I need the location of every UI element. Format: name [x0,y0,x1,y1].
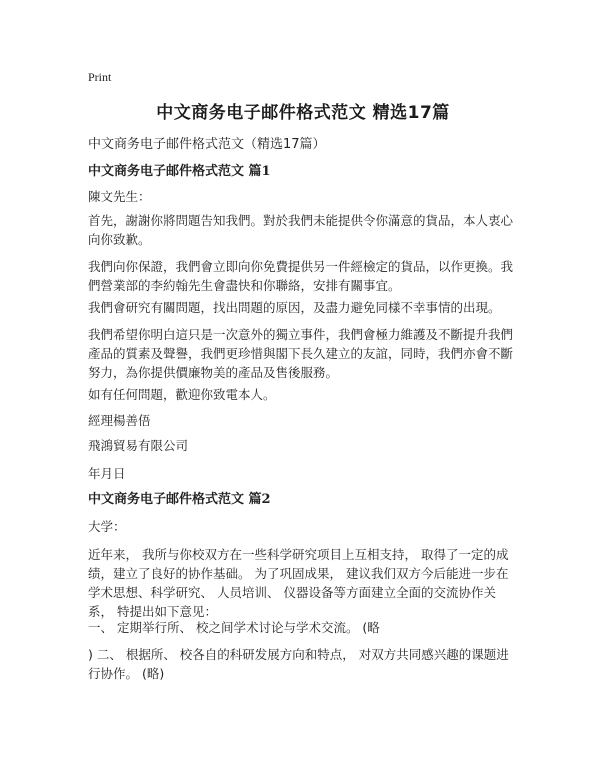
article-1-paragraph-3: 我們會研究有關問題，找出問題的原因，及盡力避免同樣不幸事情的出現。 [88,300,501,315]
article-2-paragraph-3: ) 二、 根据所、 校各自的科研发展方向和特点， 对双方共同感兴趣的课题进行协作。 (略) [88,647,509,681]
article-2-paragraph-1: 近年来， 我所与你校双方在一些科学研究项目上互相支持， 取得了一定的成绩，建立了良好的协作基础。 为了巩固成果， 建议我们双方今后能进一步在学术思想、科学研究、 人员培训、 仪器设备等方面建立全面的交流协作关系， 特提出如下意见： [88,547,509,619]
article-1-signature: 經理楊善俉 [88,413,151,428]
article-1-heading: 中文商务电子邮件格式范文 篇1 [88,164,271,179]
article-2-paragraph-2: 一、 定期举行所、 校之间学术讨论与学术交流。 (略 [88,620,380,635]
article-1-salutation: 陳文先生： [88,189,151,204]
print-label: Print [88,70,112,84]
article-1-paragraph-2: 我們向你保證，我們會立即向你免費提供另一件經檢定的貨品，以作更換。我們營業部的李約翰先生會盡快和你聯絡，安排有關事宜。 [88,259,514,293]
article-2-heading: 中文商务电子邮件格式范文 篇2 [88,492,271,507]
article-1-company: 飛鴻貿易有限公司 [88,438,189,453]
document-subtitle: 中文商务电子邮件格式范文（精选17篇） [88,137,326,152]
article-2-salutation: 大学： [88,519,126,534]
article-1-date: 年月日 [88,466,126,481]
article-1-paragraph-5: 如有任何問題，歡迎你致電本人。 [88,387,276,402]
article-1-paragraph-4: 我們希望你明白這只是一次意外的獨立事件，我們會極力維護及不斷提升我們產品的質素及聲譽，我們更珍惜與閣下長久建立的友誼，同時，我們亦會不斷努力，為你提供價廉物美的產品及售後服務。 [88,327,514,380]
document-title: 中文商务电子邮件格式范文 精选17篇 [156,103,450,123]
article-1-paragraph-1: 首先，謝謝你將問題告知我們。對於我們未能提供令你滿意的貨品，本人衷心向你致歉。 [88,213,514,247]
